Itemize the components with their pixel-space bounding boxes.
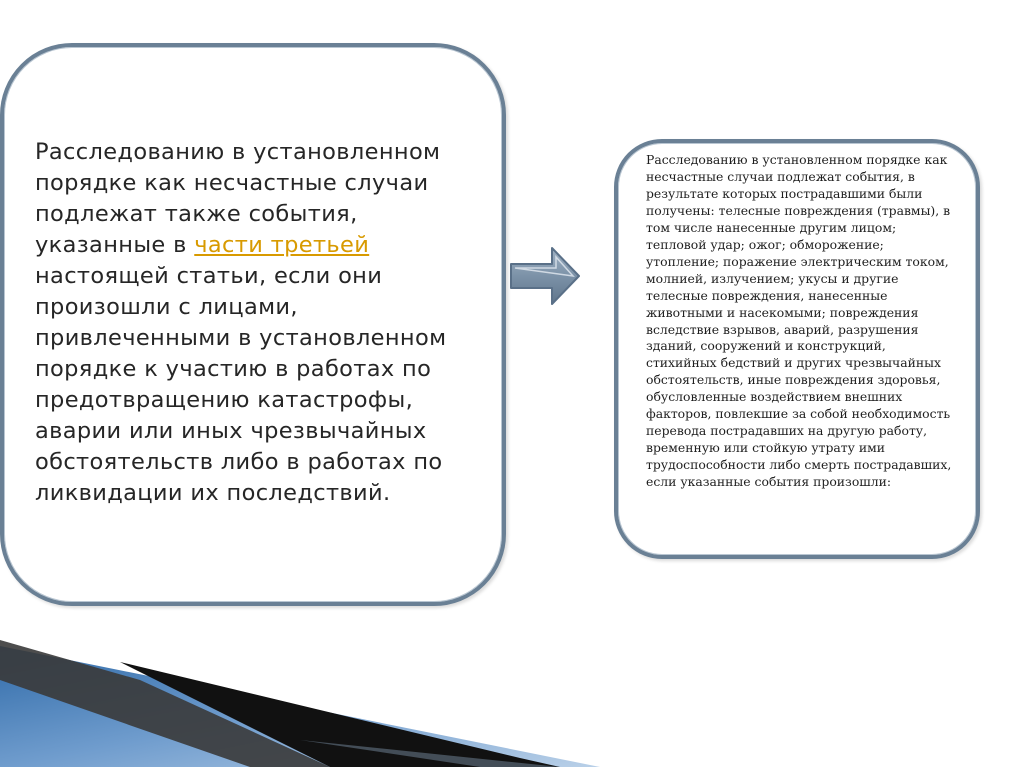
right-box-text: Расследованию в установленном порядке как несчастные случаи подлежат события, в результате которых пострадавшими были получены: телесные повреждения (травмы), в том числе нанесенные другим лицом; тепловой удар; ожог; обморожение; утопление; поражение электрическим током, молнией, излучением; укусы и другие телесные повреждения, нанесенные животными и насекомыми; повреждения вследствие взрывов, аварий, разрушения зданий, сооружений и конструкций, стихийных бедствий и других чрезвычайных обстоятельств, иные повреждения здоровья, обусловленные воздействием внешних факторов, повлекшие за собой необходимость перевода пострадавших на другую работу, временную или стойкую утрату ими трудоспособности либо смерть пострадавших, если указанные события произошли: (646, 152, 952, 490)
decorative-stripes (0, 640, 1024, 767)
left-text-part-1: Расследованию в установленном порядке как несчастные случаи подлежат также события, указанные в (35, 139, 441, 258)
right-arrow-icon (508, 244, 582, 308)
part-three-link[interactable]: части третьей (194, 232, 370, 258)
left-text-part-2: настоящей статьи, если они произошли с лицами, привлеченными в установленном порядке к участию в работах по предотвращению катастрофы, аварии или иных чрезвычайных обстоятельств либо в работах по ликвидации их последствий. (35, 263, 447, 506)
left-box-text (35, 137, 495, 509)
